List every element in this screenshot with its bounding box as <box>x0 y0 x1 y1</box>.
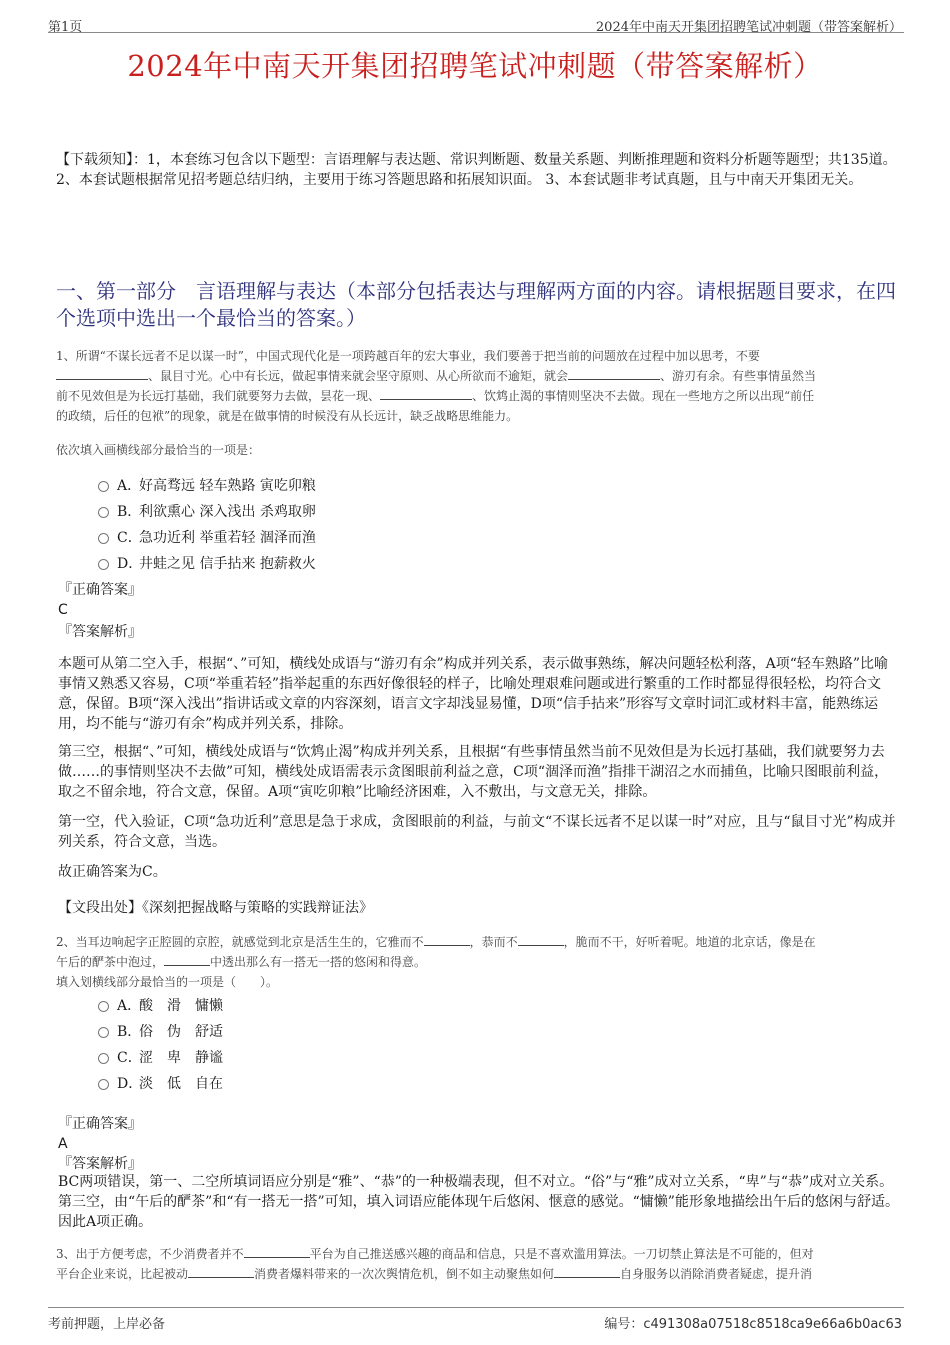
radio-icon[interactable] <box>98 481 109 492</box>
answer-label: 『正确答案』 <box>58 1116 142 1132</box>
document-id: 编号：c491308a07518c8518ca9e66a6b0ac63 <box>604 1317 902 1332</box>
correct-answer: A <box>58 1136 68 1152</box>
question-1-text <box>56 346 902 426</box>
document-title: 2024年中南天开集团招聘笔试冲刺题（带答案解析） <box>127 49 823 83</box>
option-b[interactable]: B．利欲熏心 深入浅出 杀鸡取卵 <box>98 502 316 522</box>
correct-answer: C <box>58 602 68 618</box>
radio-icon[interactable] <box>98 533 109 544</box>
analysis-paragraph: 第三空，根据“、”可知，横线处成语与“饮鸩止渴”构成并列关系，且根据“有些事情虽然当前不见效但是为长远打基础，我们就要努力去做……的事情则坚决不去做”可知，横线处成语需表示贪图眼前利益之意，C项“涸泽而渔”指排干湖沼之水而捕鱼，比喻只图眼前利益，取之不留余地，符合文意，保留。A项“寅吃卯粮”比喻经济困难，入不敷出，与文意无关，排除。 <box>58 744 889 800</box>
analysis-label: 『答案解析』 <box>58 624 142 640</box>
option-a[interactable]: A．好高骛远 轻车熟路 寅吃卯粮 <box>98 476 316 496</box>
download-notice: 【下载须知】：1，本套练习包含以下题型：言语理解与表达题、常识判断题、数量关系题、判断推理题和资料分析题等题型；共135道。 2、本套试题根据常见招考题总结归纳，主要用于练习答题思路和拓展知识面。 3、本套试题非考试真题，且与中南天开集团无关。 <box>56 152 897 188</box>
question-1-line-2: 、鼠目寸光。心中有长远，做起事情来就会坚守原则、从心所欲而不逾矩，就会 、游刃有余。有些事情虽然当 <box>56 366 902 386</box>
question-3-text <box>56 1244 902 1284</box>
fill-blank <box>380 387 472 400</box>
footer-slogan: 考前押题，上岸必备 <box>48 1317 166 1332</box>
fill-blank <box>164 953 210 966</box>
analysis-paragraph: BC两项错误，第一、二空所填词语应分别是“雅”、“恭”的一种极端表现，但不对立。“俗”与“雅”成对立关系，“卑”与“恭”成对立关系。第三空，由“午后的酽茶”和“有一搭无一搭”可知，填入词语应能体现午后悠闲、惬意的感觉。“慵懒”能形象地描绘出午后的悠闲与舒适。因此A项正确。 <box>58 1174 899 1230</box>
question-2-prompt: 填入划横线部分最恰当的一项是（ ）。 <box>56 975 279 989</box>
source-citation: 【文段出处】《深刻把握战略与策略的实践辩证法》 <box>58 900 373 916</box>
radio-icon[interactable] <box>98 507 109 518</box>
fill-blank <box>56 367 148 380</box>
section-heading: 一、第一部分 言语理解与表达（本部分包括表达与理解两方面的内容。请根据题目要求，在四个选项中选出一个最恰当的答案。） <box>56 279 896 330</box>
analysis-paragraph: 本题可从第二空入手，根据“、”可知，横线处成语与“游刃有余”构成并列关系，表示做事熟练，解决问题轻松利落，A项“轻车熟路”比喻事情又熟悉又容易，C项“举重若轻”指举起重的东西好像很轻的样子，比喻处理艰难问题或进行繁重的工作时都显得很轻松，均符合文意，保留。B项“深入浅出”指讲话或文章的内容深刻，语言文字却浅显易懂，D项“信手拈来”形容写文章时词汇或材料丰富，能熟练运用，均不能与“游刃有余”构成并列关系，排除。 <box>58 656 889 732</box>
analysis-label: 『答案解析』 <box>58 1156 142 1172</box>
option-b[interactable]: B．俗 伪 舒适 <box>98 1022 223 1042</box>
question-2-line-2: 午后的酽茶中泡过， 中透出那么有一搭无一搭的悠闲和得意。 <box>56 955 427 969</box>
question-1-prompt: 依次填入画横线部分最恰当的一项是： <box>56 443 261 457</box>
option-c[interactable]: C．涩 卑 静谧 <box>98 1048 223 1068</box>
radio-icon[interactable] <box>98 1027 109 1038</box>
fill-blank <box>518 933 564 946</box>
radio-icon[interactable] <box>98 1079 109 1090</box>
footer-divider <box>48 1307 904 1308</box>
analysis-paragraph: 第一空，代入验证，C项“急功近利”意思是急于求成，贪图眼前的利益，与前文“不谋长远者不足以谋一时”对应，且与“鼠目寸光”构成并列关系，符合文意，当选。 <box>58 814 896 850</box>
question-2-text <box>56 932 902 992</box>
analysis-conclusion: 故正确答案为C。 <box>58 864 167 880</box>
fill-blank <box>188 1265 254 1278</box>
question-1-line-4: 的政绩，后任的包袱”的现象，就是在做事情的时候没有从长远计，缺乏战略思维能力。 <box>56 409 519 423</box>
running-header-title: 2024年中南天开集团招聘笔试冲刺题（带答案解析） <box>595 20 902 35</box>
radio-icon[interactable] <box>98 1001 109 1012</box>
page-number: 第1页 <box>48 20 83 35</box>
question-2-line-1: 2、当耳边响起字正腔圆的京腔，就感觉到北京是活生生的，它雅而不 ，恭而不 ，脆而不干，好听着呢。地道的北京话，像是在 <box>56 935 816 949</box>
question-3-line-2: 平台企业来说，比起被动 消费者爆料带来的一次次舆情危机，倒不如主动聚焦如何 自身服务以消除消费者疑虑，提升消 <box>56 1267 813 1281</box>
answer-label: 『正确答案』 <box>58 582 142 598</box>
option-d[interactable]: D．淡 低 自在 <box>98 1074 223 1094</box>
header-divider <box>48 32 904 33</box>
question-3-line-1: 3、出于方便考虑，不少消费者并不 平台为自己推送感兴趣的商品和信息，只是不喜欢滥用算法。一刀切禁止算法是不可能的，但对 <box>56 1247 814 1261</box>
radio-icon[interactable] <box>98 1053 109 1064</box>
option-d[interactable]: D．井蛙之见 信手拈来 抱薪救火 <box>98 554 316 574</box>
question-1-line-1: 1、所谓“不谋长远者不足以谋一时”，中国式现代化是一项跨越百年的宏大事业，我们要善于把当前的问题放在过程中加以思考，不要 <box>56 349 760 363</box>
question-1-line-3: 前不见效但是为长远打基础，我们就要努力去做，昙花一现、 、饮鸩止渴的事情则坚决不去做。现在一些地方之所以出现“前任 <box>56 389 815 403</box>
radio-icon[interactable] <box>98 559 109 570</box>
option-a[interactable]: A．酸 滑 慵懒 <box>98 996 223 1016</box>
fill-blank <box>554 1265 620 1278</box>
fill-blank <box>424 933 470 946</box>
fill-blank <box>568 367 660 380</box>
fill-blank <box>244 1245 310 1258</box>
option-c[interactable]: C．急功近利 举重若轻 涸泽而渔 <box>98 528 316 548</box>
